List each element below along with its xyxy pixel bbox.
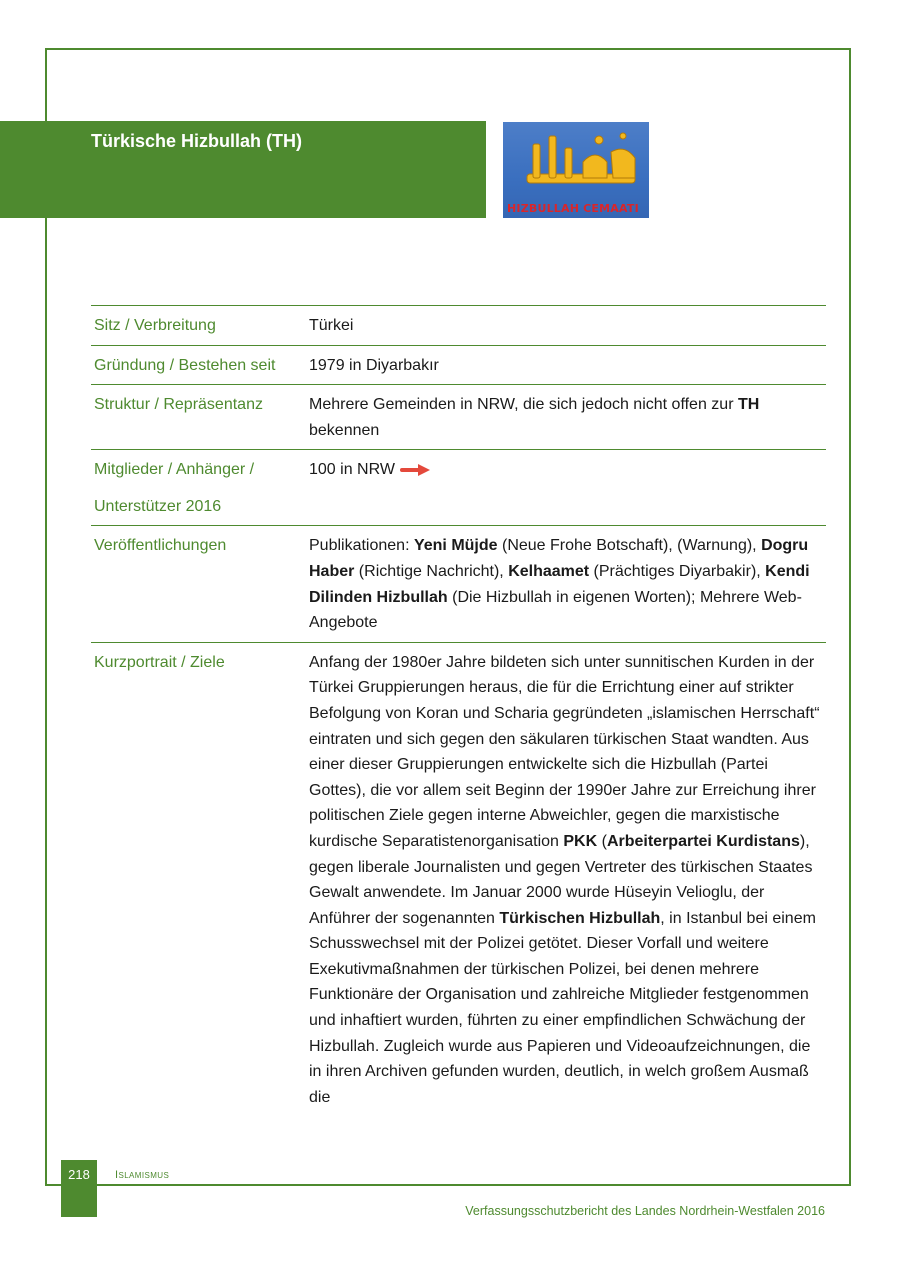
- bold-segment: Arbeiterpartei Kurdistans: [606, 832, 800, 850]
- text-segment: Anfang der 1980er Jahre bildeten sich unter sunnitischen Kurden in der Türkei Gruppierungen heraus, die für die Errichtung einer auf strikter Befolgung von Koran und Scharia gegründeten „islamischen Herrschaft“ eintraten und sich gegen den säkularen türkischen Staat wandten. Aus einer dieser Gruppierungen entwickelte sich die Hizbullah (Partei Gottes), die vor allem seit Beginn der 1990er Jahre zur Erreichung ihrer politischen Ziele gegen interne Abweichler, gegen die marxistische kurdische Separatistenorganisation: [309, 653, 820, 850]
- row-label: Sitz / Verbreitung: [94, 317, 216, 334]
- text-segment: (Prächtiges Diyarbakir),: [589, 562, 766, 580]
- text-segment: (: [597, 832, 607, 850]
- text-segment: (Die Hizbullah in eigenen Worten); Mehrere Web-Angebote: [309, 588, 802, 632]
- row-label: Veröffentlichungen: [94, 537, 227, 555]
- publication-title: Dogru Haber: [309, 537, 809, 580]
- text-segment: (Richtige Nachricht),: [354, 562, 509, 580]
- hizbullah-logo: [503, 122, 649, 218]
- text-segment: Publikationen:: [309, 537, 414, 555]
- bold-segment: Türkischen Hizbullah: [499, 909, 661, 927]
- row-value: Türkei: [309, 317, 354, 334]
- table-row: [91, 346, 826, 386]
- text-segment: ), gegen liberale Journalisten und gegen Vertreter des türkischen Staates Gewalt anwendete. Im Januar 2000 wurde Hüseyin Velioglu, der Anführer der sogenannten: [309, 832, 813, 927]
- row-label: [91, 450, 309, 525]
- label-line: Unterstützer 2016: [94, 498, 222, 516]
- bold-segment: PKK: [563, 832, 598, 850]
- table-row: [91, 526, 826, 642]
- row-label: Gründung / Bestehen seit: [94, 356, 276, 374]
- row-value: [309, 643, 826, 1117]
- row-label: Struktur / Repräsentanz: [94, 396, 263, 414]
- row-value: 1979 in Diyarbakır: [309, 356, 439, 374]
- table-row: [91, 385, 826, 450]
- arrow-right-icon: [399, 463, 431, 477]
- text-segment: , in Istanbul bei einem Schusswechsel mit der Polizei getötet. Dieser Vorfall und weitere Exekutivmaßnahmen der türkischen Polizei, bei denen mehrere Funktionäre der Organisation und zahlreiche Mitglieder festgenommen und inhaftiert wurden, führten zu einer empfindlichen Schwächung der Hizbullah. Zugleich wurde aus Papieren und Videoaufzeichnungen, die in ihren Archiven gefunden wurden, deutlich, in welch großem Ausmaß die: [309, 909, 816, 1106]
- member-count: 100 in NRW: [309, 461, 395, 479]
- text-segment: bekennen: [309, 421, 380, 439]
- bold-segment: TH: [737, 396, 760, 414]
- row-value: [309, 450, 826, 525]
- table-row: [91, 643, 826, 1117]
- label-line: Mitglieder / Anhänger /: [94, 461, 255, 479]
- page-number: 218: [68, 1167, 90, 1182]
- section-name: Islamismus: [115, 1169, 170, 1181]
- publication-title: Yeni Müjde: [413, 537, 498, 555]
- table-row: [91, 450, 826, 526]
- row-label: Kurzportrait / Ziele: [94, 653, 225, 671]
- table-row: [91, 306, 826, 346]
- publication-title: Kendi Dilinden Hizbullah: [309, 562, 810, 606]
- page-title: Türkische Hizbullah (TH): [91, 131, 303, 151]
- text-segment: Mehrere Gemeinden in NRW, die sich jedoch nicht offen zur: [309, 396, 738, 414]
- row-value: [309, 385, 826, 449]
- text-segment: (Neue Frohe Botschaft), (Warnung),: [497, 537, 762, 555]
- arabic-calligraphy-icon: [503, 122, 649, 202]
- row-value: [309, 526, 826, 641]
- publication-title: Kelhaamet: [508, 562, 590, 580]
- profile-table: [91, 305, 826, 1116]
- publication-footer: Verfassungsschutzbericht des Landes Nordrhein-Westfalen 2016: [465, 1204, 825, 1218]
- logo-caption: HIZBULLAH CEMAATI: [507, 202, 639, 215]
